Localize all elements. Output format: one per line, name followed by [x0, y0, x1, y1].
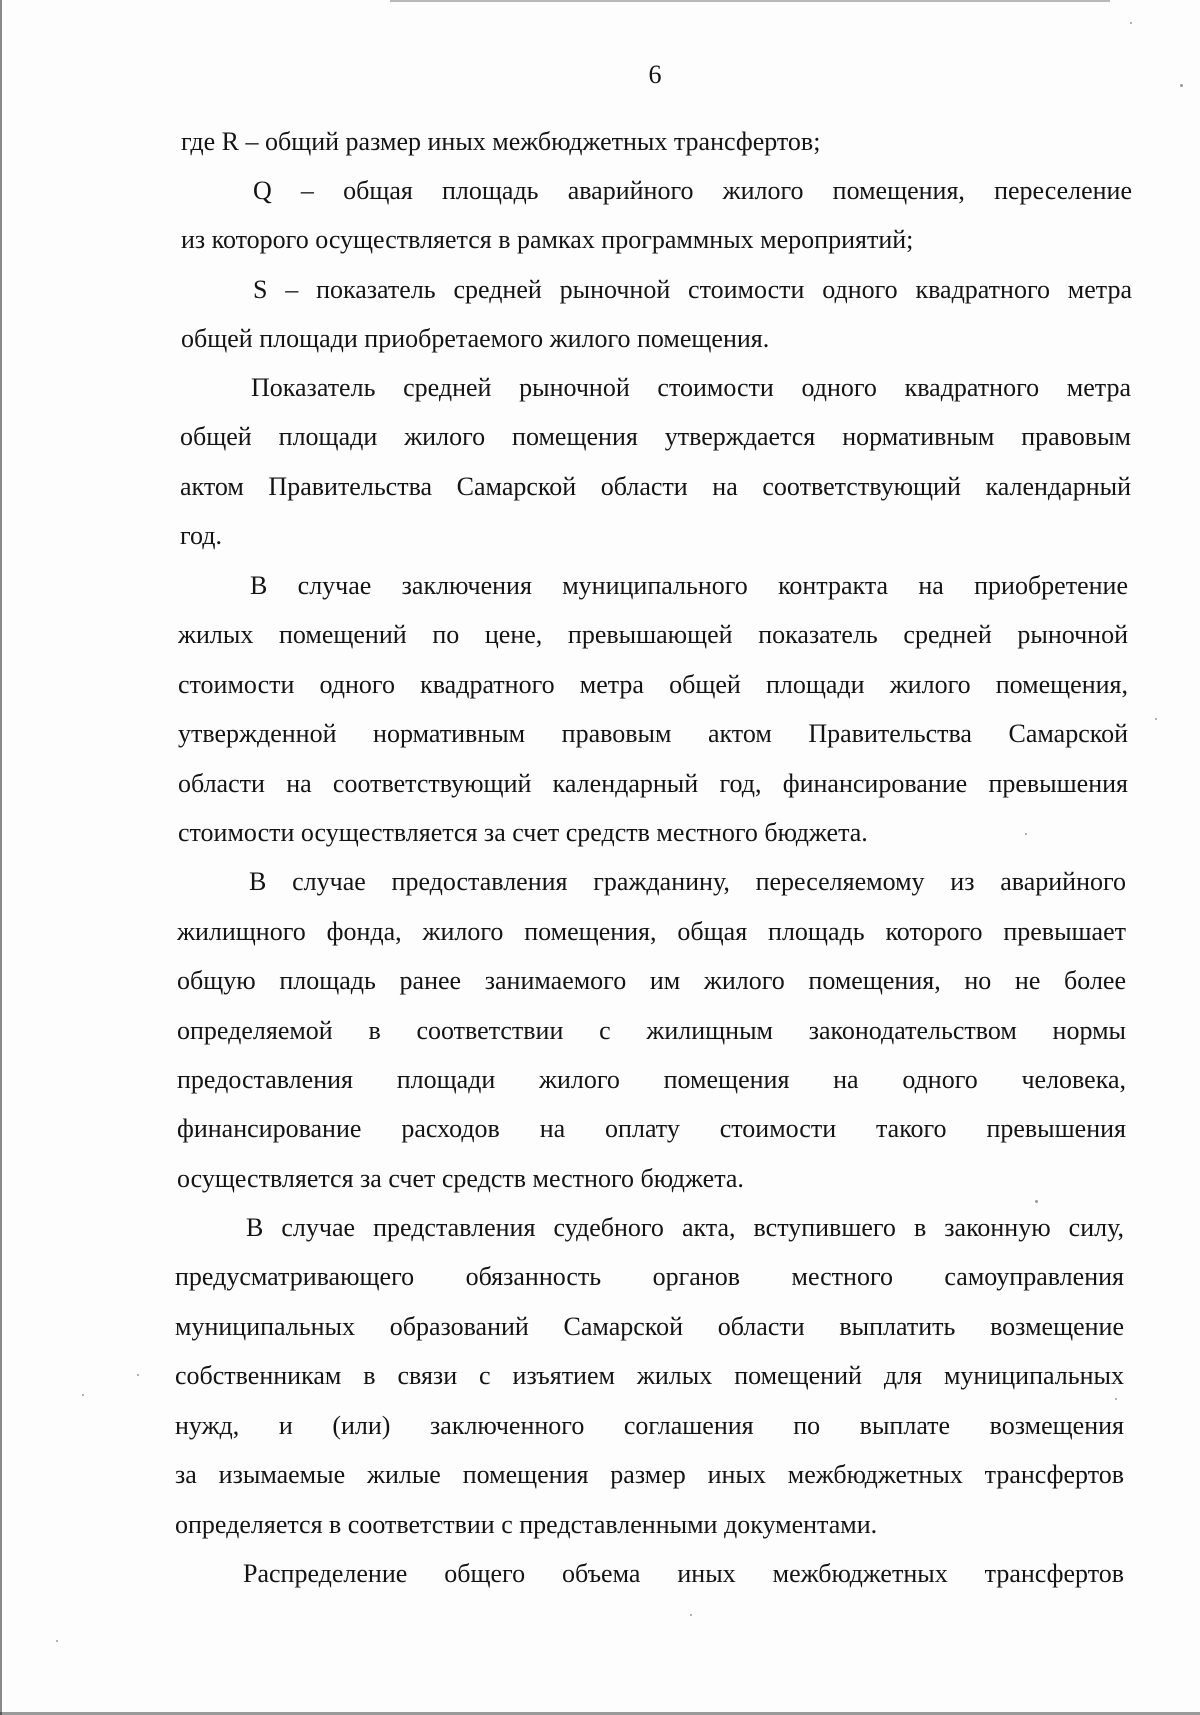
text-line: Распределение общего объема иных межбюджетных трансфертов	[243, 1559, 1124, 1588]
scan-top-edge	[390, 0, 1110, 2]
text-line: В случае предоставления гражданину, переселяемому из аварийного	[249, 867, 1126, 896]
text-line: S – показатель средней рыночной стоимости одного квадратного метра	[253, 275, 1132, 304]
text-line: жилищного фонда, жилого помещения, общая площадь которого превышает	[177, 917, 1126, 946]
text-line: жилых помещений по цене, превышающей показатель средней рыночной	[178, 620, 1128, 649]
text-line: определяемой в соответствии с жилищным законодательством нормы	[177, 1016, 1126, 1045]
scan-speck	[1180, 84, 1183, 87]
text-line: предоставления площади жилого помещения на одного человека,	[177, 1065, 1126, 1094]
text-line: стоимости осуществляется за счет средств местного бюджета.	[178, 818, 868, 847]
text-line: осуществляется за счет средств местного бюджета.	[177, 1164, 744, 1193]
text-line: за изымаемые жилые помещения размер иных межбюджетных трансфертов	[175, 1460, 1124, 1489]
text-line: из которого осуществляется в рамках программных мероприятий;	[181, 225, 914, 254]
page-number: 6	[648, 60, 662, 89]
text-line: нужд, и (или) заключенного соглашения по выплате возмещения	[175, 1411, 1124, 1440]
text-line: утвержденной нормативным правовым актом Правительства Самарской	[178, 719, 1128, 748]
text-line: актом Правительства Самарской области на соответствующий календарный	[180, 472, 1131, 501]
text-line: В случае представления судебного акта, вступившего в законную силу,	[246, 1213, 1124, 1242]
scan-speck	[137, 1374, 139, 1376]
text-line: где R – общий размер иных межбюджетных трансфертов;	[181, 127, 821, 156]
text-line: Q – общая площадь аварийного жилого помещения, переселение	[253, 176, 1132, 205]
scan-speck	[82, 1394, 84, 1396]
scan-speck	[1155, 718, 1157, 720]
text-line: собственникам в связи с изъятием жилых помещений для муниципальных	[175, 1361, 1124, 1390]
text-line: предусматривающего обязанность органов местного самоуправления	[175, 1262, 1124, 1291]
text-line: стоимости одного квадратного метра общей площади жилого помещения,	[178, 670, 1128, 699]
text-line: общей площади приобретаемого жилого помещения.	[181, 324, 770, 353]
scan-speck	[1025, 833, 1027, 835]
text-line: общей площади жилого помещения утверждается нормативным правовым	[180, 422, 1131, 451]
scan-speck	[1115, 1398, 1117, 1400]
text-line: финансирование расходов на оплату стоимости такого превышения	[177, 1114, 1126, 1143]
text-line: муниципальных образований Самарской области выплатить возмещение	[175, 1312, 1124, 1341]
scan-speck	[1035, 1200, 1038, 1203]
text-line: общую площадь ранее занимаемого им жилого помещения, но не более	[177, 966, 1126, 995]
scan-speck	[56, 1640, 58, 1642]
scan-speck	[690, 1614, 692, 1616]
scan-speck	[1130, 22, 1132, 24]
text-line: определяется в соответствии с представленными документами.	[175, 1510, 878, 1539]
text-line: Показатель средней рыночной стоимости одного квадратного метра	[251, 373, 1131, 402]
text-line: год.	[180, 521, 222, 550]
text-line: области на соответствующий календарный год, финансирование превышения	[178, 769, 1128, 798]
scan-left-edge	[0, 0, 2, 1715]
text-line: В случае заключения муниципального контракта на приобретение	[250, 571, 1128, 600]
